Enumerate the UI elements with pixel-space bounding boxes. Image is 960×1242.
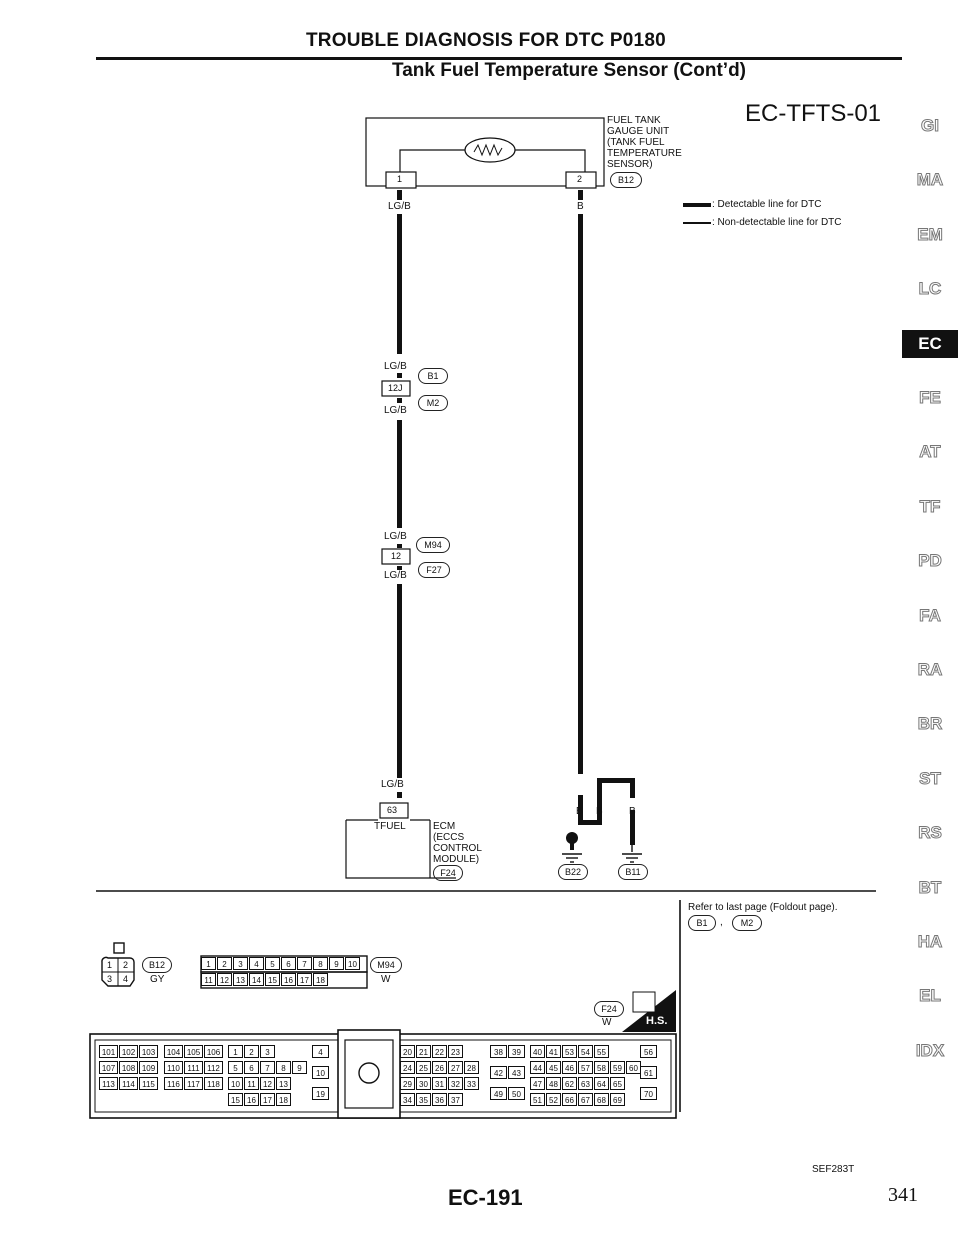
connector-pin: 11 xyxy=(244,1077,259,1090)
sensor-label-line: (TANK FUEL xyxy=(607,137,665,148)
sensor-label-line: FUEL TANK xyxy=(607,115,661,126)
section-tab-ec[interactable]: EC xyxy=(902,330,958,358)
connector-pin: 36 xyxy=(432,1093,447,1106)
connector-pin: 55 xyxy=(594,1045,609,1058)
connector-pin: 7 xyxy=(297,957,312,970)
connector-pin: 10 xyxy=(345,957,360,970)
joint1-top-connector: B1 xyxy=(418,368,448,384)
f24-connector-id: F24 xyxy=(594,1001,624,1017)
sensor-label-line: GAUGE UNIT xyxy=(607,126,670,137)
section-tab-ra[interactable]: RA xyxy=(917,660,943,679)
connector-pin: 57 xyxy=(578,1061,593,1074)
section-tab-pd[interactable]: PD xyxy=(918,551,942,571)
connector-pin: 16 xyxy=(281,973,296,986)
connector-pin: 103 xyxy=(139,1045,158,1058)
connector-pin: 54 xyxy=(578,1045,593,1058)
connector-pin: 26 xyxy=(432,1061,447,1074)
page-number: 341 xyxy=(888,1184,918,1206)
connector-pin: 20 xyxy=(400,1045,415,1058)
connector-pin: 25 xyxy=(416,1061,431,1074)
sensor-label-line: SENSOR) xyxy=(607,159,653,170)
ecm-pin-row xyxy=(312,1045,330,1066)
connector-pin: 114 xyxy=(119,1077,138,1090)
ecm-pin-row xyxy=(228,1077,308,1093)
connector-pin: 53 xyxy=(562,1045,577,1058)
connector-pin: 63 xyxy=(578,1077,593,1090)
m94-connector-id: M94 xyxy=(370,957,402,973)
pin-2: 2 xyxy=(577,174,583,184)
section-tab-lc[interactable]: LC xyxy=(918,279,942,299)
connector-pin: 108 xyxy=(119,1061,138,1074)
connector-pin: 37 xyxy=(448,1093,463,1106)
connector-pin: 27 xyxy=(448,1061,463,1074)
ecm-pin-row xyxy=(490,1045,526,1066)
b12-pin: 4 xyxy=(123,974,129,984)
section-tab-em[interactable]: EM xyxy=(917,224,943,244)
wire-color-lgb: LG/B xyxy=(384,405,407,416)
connector-pin: 113 xyxy=(99,1077,118,1090)
connector-pin: 4 xyxy=(312,1045,329,1058)
wire-color-lgb: LG/B xyxy=(388,201,411,212)
connector-pin: 107 xyxy=(99,1061,118,1074)
connector-pin: 64 xyxy=(594,1077,609,1090)
refer-separator: , xyxy=(720,917,723,928)
section-tab-ma[interactable]: MA xyxy=(916,170,944,190)
connector-pin: 62 xyxy=(562,1077,577,1090)
connector-pin: 117 xyxy=(184,1077,203,1090)
joint1-pin: 12J xyxy=(388,383,403,393)
connector-pin: 7 xyxy=(260,1061,275,1074)
ecm-pin-group-4 xyxy=(312,1045,330,1108)
section-tab-rs[interactable]: RS xyxy=(918,823,942,843)
ecm-pin-row xyxy=(312,1066,330,1087)
ground-connector-b22: B22 xyxy=(558,864,588,880)
connector-pin: 67 xyxy=(578,1093,593,1106)
ecm-pin: 63 xyxy=(387,805,398,815)
page-subtitle: Tank Fuel Temperature Sensor (Cont’d) xyxy=(392,60,747,81)
connector-pin: 2 xyxy=(217,957,232,970)
section-tab-el[interactable]: EL xyxy=(919,986,941,1006)
ecm-pin-row xyxy=(400,1077,480,1093)
ecm-pin-group-1 xyxy=(99,1045,159,1093)
connector-pin: 19 xyxy=(312,1087,329,1100)
connector-pin: 6 xyxy=(244,1061,259,1074)
connector-pin: 52 xyxy=(546,1093,561,1106)
connector-pin: 106 xyxy=(204,1045,223,1058)
connector-pin: 9 xyxy=(329,957,344,970)
connector-pin: 6 xyxy=(281,957,296,970)
ecm-pin-row xyxy=(640,1087,658,1108)
ecm-pin-group-3 xyxy=(228,1045,308,1109)
connector-pin: 44 xyxy=(530,1061,545,1074)
connector-pin: 42 xyxy=(490,1066,507,1079)
connector-pin: 31 xyxy=(432,1077,447,1090)
wire-color-b: B xyxy=(577,201,584,212)
m94-row1 xyxy=(201,957,367,972)
connector-pin: 18 xyxy=(276,1093,291,1106)
m94-row2 xyxy=(201,973,367,988)
wire-b-main xyxy=(578,214,583,774)
connector-pin: 17 xyxy=(297,973,312,986)
section-tab-at[interactable]: AT xyxy=(919,442,941,462)
connector-pin: 68 xyxy=(594,1093,609,1106)
section-tab-bt[interactable]: BT xyxy=(918,877,942,897)
connector-pin: 9 xyxy=(292,1061,307,1074)
connector-pin: 41 xyxy=(546,1045,561,1058)
connector-pin: 105 xyxy=(184,1045,203,1058)
connector-pin: 12 xyxy=(260,1077,275,1090)
connector-pin: 8 xyxy=(276,1061,291,1074)
connector-pin: 47 xyxy=(530,1077,545,1090)
ecm-pin-row xyxy=(490,1066,526,1087)
connector-pin: 2 xyxy=(244,1045,259,1058)
joint1-bottom-connector: M2 xyxy=(418,395,448,411)
legend-detectable: : Detectable line for DTC xyxy=(712,199,822,210)
connector-pin: 22 xyxy=(432,1045,447,1058)
ecm-pin-row xyxy=(228,1045,308,1061)
connector-pin: 15 xyxy=(265,973,280,986)
section-tab-idx[interactable]: IDX xyxy=(915,1040,945,1060)
ecm-pin-row xyxy=(400,1045,480,1061)
section-tab-st[interactable]: ST xyxy=(919,768,941,788)
ecm-pin-row xyxy=(312,1087,330,1108)
connector-pin: 29 xyxy=(400,1077,415,1090)
joint2-bottom-connector: F27 xyxy=(418,562,450,578)
connector-pin: 10 xyxy=(312,1066,329,1079)
connector-pin: 50 xyxy=(508,1087,525,1100)
connector-pin: 43 xyxy=(508,1066,525,1079)
connector-pin: 65 xyxy=(610,1077,625,1090)
connector-pin: 11 xyxy=(201,973,216,986)
section-tab-fe[interactable]: FE xyxy=(919,388,941,407)
connector-pin: 118 xyxy=(204,1077,223,1090)
ecm-pin-group-7 xyxy=(530,1045,642,1109)
wire-lgb-2 xyxy=(397,420,402,528)
b12-pin: 3 xyxy=(107,974,113,984)
ecm-pin-row xyxy=(228,1061,308,1077)
connector-pin: 104 xyxy=(164,1045,183,1058)
refer-connector-m2: M2 xyxy=(732,915,762,931)
sensor-connector-id: B12 xyxy=(610,172,642,188)
ecm-label-line: ECM xyxy=(433,821,456,832)
connector-pin: 16 xyxy=(244,1093,259,1106)
wire-lgb-1 xyxy=(397,214,402,354)
wire-color-b: B xyxy=(629,806,636,817)
connector-pin: 3 xyxy=(233,957,248,970)
connector-pin: 49 xyxy=(490,1087,507,1100)
connector-pin: 10 xyxy=(228,1077,243,1090)
connector-pin: 35 xyxy=(416,1093,431,1106)
connector-pin: 14 xyxy=(249,973,264,986)
connector-pin: 21 xyxy=(416,1045,431,1058)
connector-pin: 17 xyxy=(260,1093,275,1106)
refer-connector-b1: B1 xyxy=(688,915,716,931)
ecm-pin-row xyxy=(640,1045,658,1066)
ecm-pin-row xyxy=(400,1093,480,1109)
connector-pin: 69 xyxy=(610,1093,625,1106)
connector-pin: 51 xyxy=(530,1093,545,1106)
connector-pin: 58 xyxy=(594,1061,609,1074)
connector-pin: 23 xyxy=(448,1045,463,1058)
wire-color-lgb: LG/B xyxy=(384,531,407,542)
ecm-pin-row xyxy=(530,1093,642,1109)
m94-color: W xyxy=(381,974,391,985)
ecm-pin-row xyxy=(99,1077,159,1093)
connector-pin: 59 xyxy=(610,1061,625,1074)
sensor-symbol xyxy=(465,138,515,162)
connector-pin: 28 xyxy=(464,1061,479,1074)
section-tab-ha[interactable]: HA xyxy=(917,932,943,951)
b12-connector-id: B12 xyxy=(142,957,172,973)
page-title: TROUBLE DIAGNOSIS FOR DTC P0180 xyxy=(306,30,666,51)
sensor-label-line: TEMPERATURE xyxy=(607,148,682,159)
connector-pin: 111 xyxy=(184,1061,203,1074)
sensor-label xyxy=(607,115,682,170)
connector-pin: 5 xyxy=(265,957,280,970)
connector-pin: 34 xyxy=(400,1093,415,1106)
ecm-pin-group-6 xyxy=(490,1045,526,1108)
connector-pin: 4 xyxy=(249,957,264,970)
ecm-label xyxy=(433,821,482,865)
connector-pin: 13 xyxy=(233,973,248,986)
connector-pin: 18 xyxy=(313,973,328,986)
section-tab-gi[interactable]: GI xyxy=(921,116,939,135)
connector-pin: 48 xyxy=(546,1077,561,1090)
connector-pin: 13 xyxy=(276,1077,291,1090)
connector-pin: 109 xyxy=(139,1061,158,1074)
connector-pin: 66 xyxy=(562,1093,577,1106)
ecm-pin-group-2 xyxy=(164,1045,224,1093)
connector-pin: 5 xyxy=(228,1061,243,1074)
ecm-signal: TFUEL xyxy=(374,821,406,832)
hs-label: H.S. xyxy=(646,1015,668,1027)
ecm-label-line: CONTROL xyxy=(433,843,482,854)
pin-1: 1 xyxy=(397,174,403,184)
ecm-pin-row xyxy=(490,1087,526,1108)
section-tab-fa[interactable]: FA xyxy=(919,605,941,625)
connector-pin: 101 xyxy=(99,1045,118,1058)
joint2-pin: 12 xyxy=(391,551,402,561)
connector-pin: 45 xyxy=(546,1061,561,1074)
ecm-pin-row xyxy=(99,1045,159,1061)
connector-pin: 38 xyxy=(490,1045,507,1058)
ecm-pin-row xyxy=(640,1066,658,1087)
section-tab-br[interactable]: BR xyxy=(917,714,943,734)
connector-pin: 61 xyxy=(640,1066,657,1079)
connector-pin: 33 xyxy=(464,1077,479,1090)
b12-pin: 1 xyxy=(107,960,113,970)
ground-connector-b11: B11 xyxy=(618,864,648,880)
connector-pin: 32 xyxy=(448,1077,463,1090)
refer-note: Refer to last page (Foldout page). xyxy=(688,902,838,913)
ecm-pin-row xyxy=(164,1077,224,1093)
ecm-pin-row xyxy=(164,1045,224,1061)
b12-color: GY xyxy=(150,974,165,985)
wire-color-b: B xyxy=(576,806,583,817)
connector-pin: 39 xyxy=(508,1045,525,1058)
ecm-pin-row xyxy=(228,1093,308,1109)
f24-color: W xyxy=(602,1017,612,1028)
connector-pin: 102 xyxy=(119,1045,138,1058)
connector-pin: 116 xyxy=(164,1077,183,1090)
legend-non-detectable: : Non-detectable line for DTC xyxy=(712,217,842,228)
connector-pin: 112 xyxy=(204,1061,223,1074)
ecm-pin-group-5 xyxy=(400,1045,480,1109)
ecm-connector-id: F24 xyxy=(433,865,463,881)
wire-color-lgb: LG/B xyxy=(384,570,407,581)
joint2-top-connector: M94 xyxy=(416,537,450,553)
ecm-pin-row xyxy=(530,1045,642,1061)
connector-pin: 15 xyxy=(228,1093,243,1106)
connector-pin: 40 xyxy=(530,1045,545,1058)
ecm-pin-row xyxy=(530,1061,642,1077)
wire-color-lgb: LG/B xyxy=(381,779,404,790)
connector-pin: 60 xyxy=(626,1061,641,1074)
wire-color-lgb: LG/B xyxy=(384,361,407,372)
ecm-pin-row xyxy=(400,1061,480,1077)
page-code: EC-191 xyxy=(448,1185,523,1210)
diagram-code: EC-TFTS-01 xyxy=(745,100,882,127)
b12-pin: 2 xyxy=(123,960,129,970)
ecm-pin-group-8 xyxy=(640,1045,658,1108)
connector-pin: 3 xyxy=(260,1045,275,1058)
connector-pin: 30 xyxy=(416,1077,431,1090)
wire-color-b: B xyxy=(596,806,603,817)
ecm-label-line: (ECCS xyxy=(433,832,465,843)
connector-pin: 70 xyxy=(640,1087,657,1100)
connector-pin: 56 xyxy=(640,1045,657,1058)
connector-pin: 115 xyxy=(139,1077,158,1090)
section-tab-tf[interactable]: TF xyxy=(919,496,941,516)
ecm-pin-row xyxy=(530,1077,642,1093)
connector-pin: 46 xyxy=(562,1061,577,1074)
connector-pin: 8 xyxy=(313,957,328,970)
connector-pin: 1 xyxy=(201,957,216,970)
ecm-label-line: MODULE) xyxy=(433,854,480,865)
connector-pin: 1 xyxy=(228,1045,243,1058)
wire-lgb-3 xyxy=(397,584,402,778)
connector-pin: 24 xyxy=(400,1061,415,1074)
ecm-pin-row xyxy=(164,1061,224,1077)
connector-pin: 12 xyxy=(217,973,232,986)
connector-pin: 110 xyxy=(164,1061,183,1074)
ecm-pin-row xyxy=(99,1061,159,1077)
figure-id: SEF283T xyxy=(812,1164,855,1175)
